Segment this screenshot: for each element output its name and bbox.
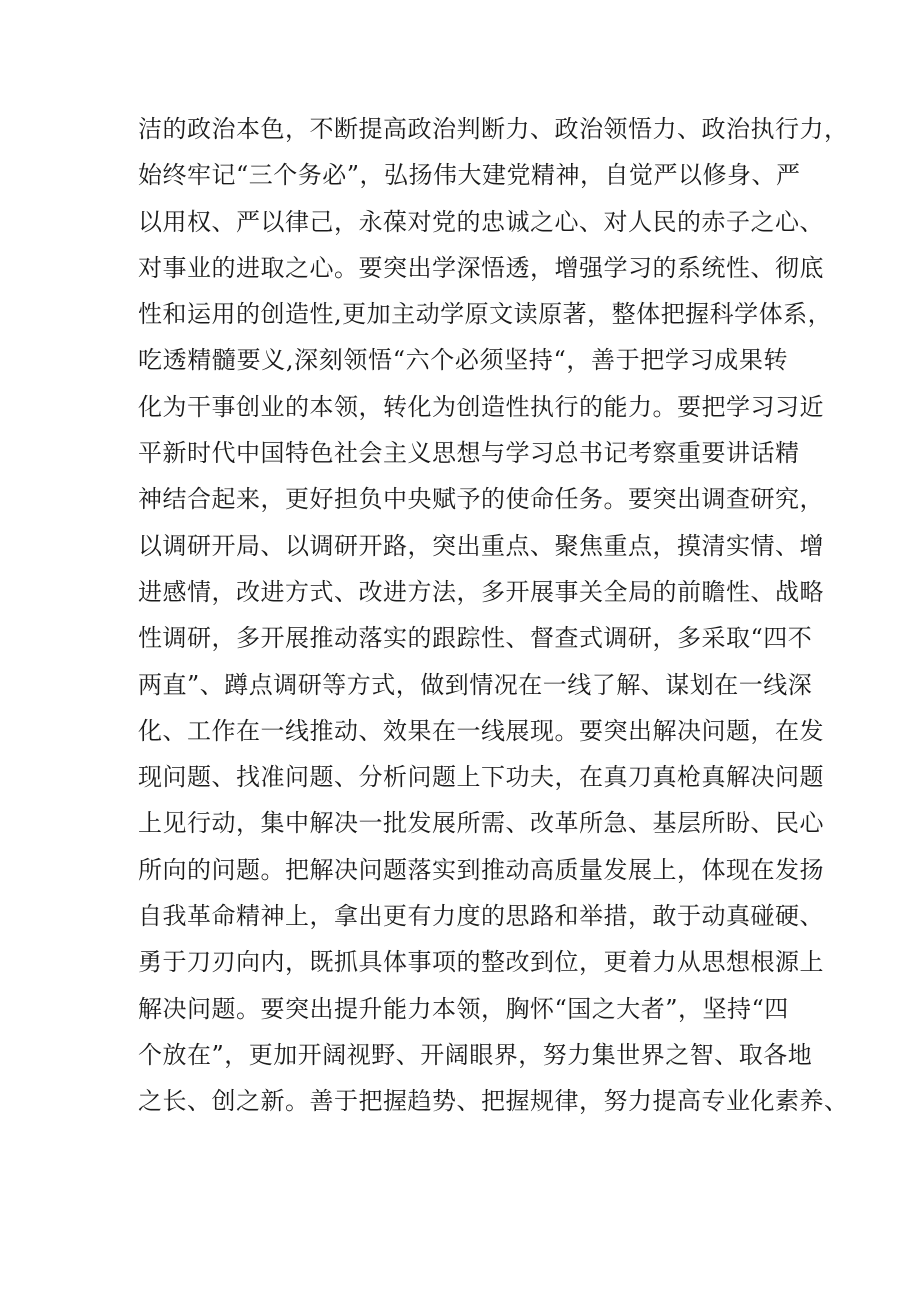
text-line: 个放在”，更加开阔视野、开阔眼界，努力集世界之智、取各地 [138,1040,813,1069]
text-line: 吃透精髓要义,深刻领悟“六个必须坚持“，善于把学习成果转 [138,346,788,375]
text-line: 性调研，多开展推动落实的跟踪性、督查式调研，多采取“四不 [138,624,813,653]
text-line: 上见行动，集中解决一批发展所需、改革所急、基层所盼、民心 [138,809,824,838]
text-line: 化为干事创业的本领，转化为创造性执行的能力。要把学习习近 [138,392,824,421]
text-line: 现问题、找准问题、分析问题上下功夫，在真刀真枪真解决问题 [138,763,824,792]
text-line: 对事业的进取之心。要突出学深悟透，增强学习的系统性、彻底 [138,253,824,282]
text-line: 进感情，改进方式、改进方法，多开展事关全局的前瞻性、战略 [138,577,824,606]
text-line: 自我革命精神上，拿出更有力度的思路和举措，敢于动真碰硬、 [138,902,824,931]
text-line: 始终牢记“三个务必”，弘扬伟大建党精神，自觉严以修身、严 [138,161,801,190]
text-line: 以调研开局、以调研开路，突出重点、聚焦重点，摸清实情、增 [138,531,824,560]
text-line: 解决问题。要突出提升能力本领，胸怀“国之大者”，坚持“四 [138,994,789,1023]
text-line: 平新时代中国特色社会主义思想与学习总书记考察重要讲话精 [138,439,800,468]
text-line: 勇于刀刃向内，既抓具体事项的整改到位，更着力从思想根源上 [138,948,824,977]
text-line: 化、工作在一线推动、效果在一线展现。要突出解决问题，在发 [138,716,824,745]
text-line: 性和运用的创造性,更加主动学原文读原著，整体把握科学体系， [138,300,833,329]
text-line: 神结合起来，更好担负中央赋予的使命任务。要突出调查研究， [138,485,824,514]
text-line: 所向的问题。把解决问题落实到推动高质量发展上，体现在发扬 [138,855,824,884]
text-line: 洁的政治本色，不断提高政治判断力、政治领悟力、政治执行力， [138,115,849,143]
text-line: 之长、创之新。善于把握趋势、把握规律，努力提高专业化素养、 [138,1087,849,1116]
text-line: 以用权、严以律己，永葆对党的忠诚之心、对人民的赤子之心、 [138,207,824,236]
text-line: 两直”、蹲点调研等方式，做到情况在一线了解、谋划在一线深 [138,670,813,699]
body-paragraph [138,106,849,1125]
